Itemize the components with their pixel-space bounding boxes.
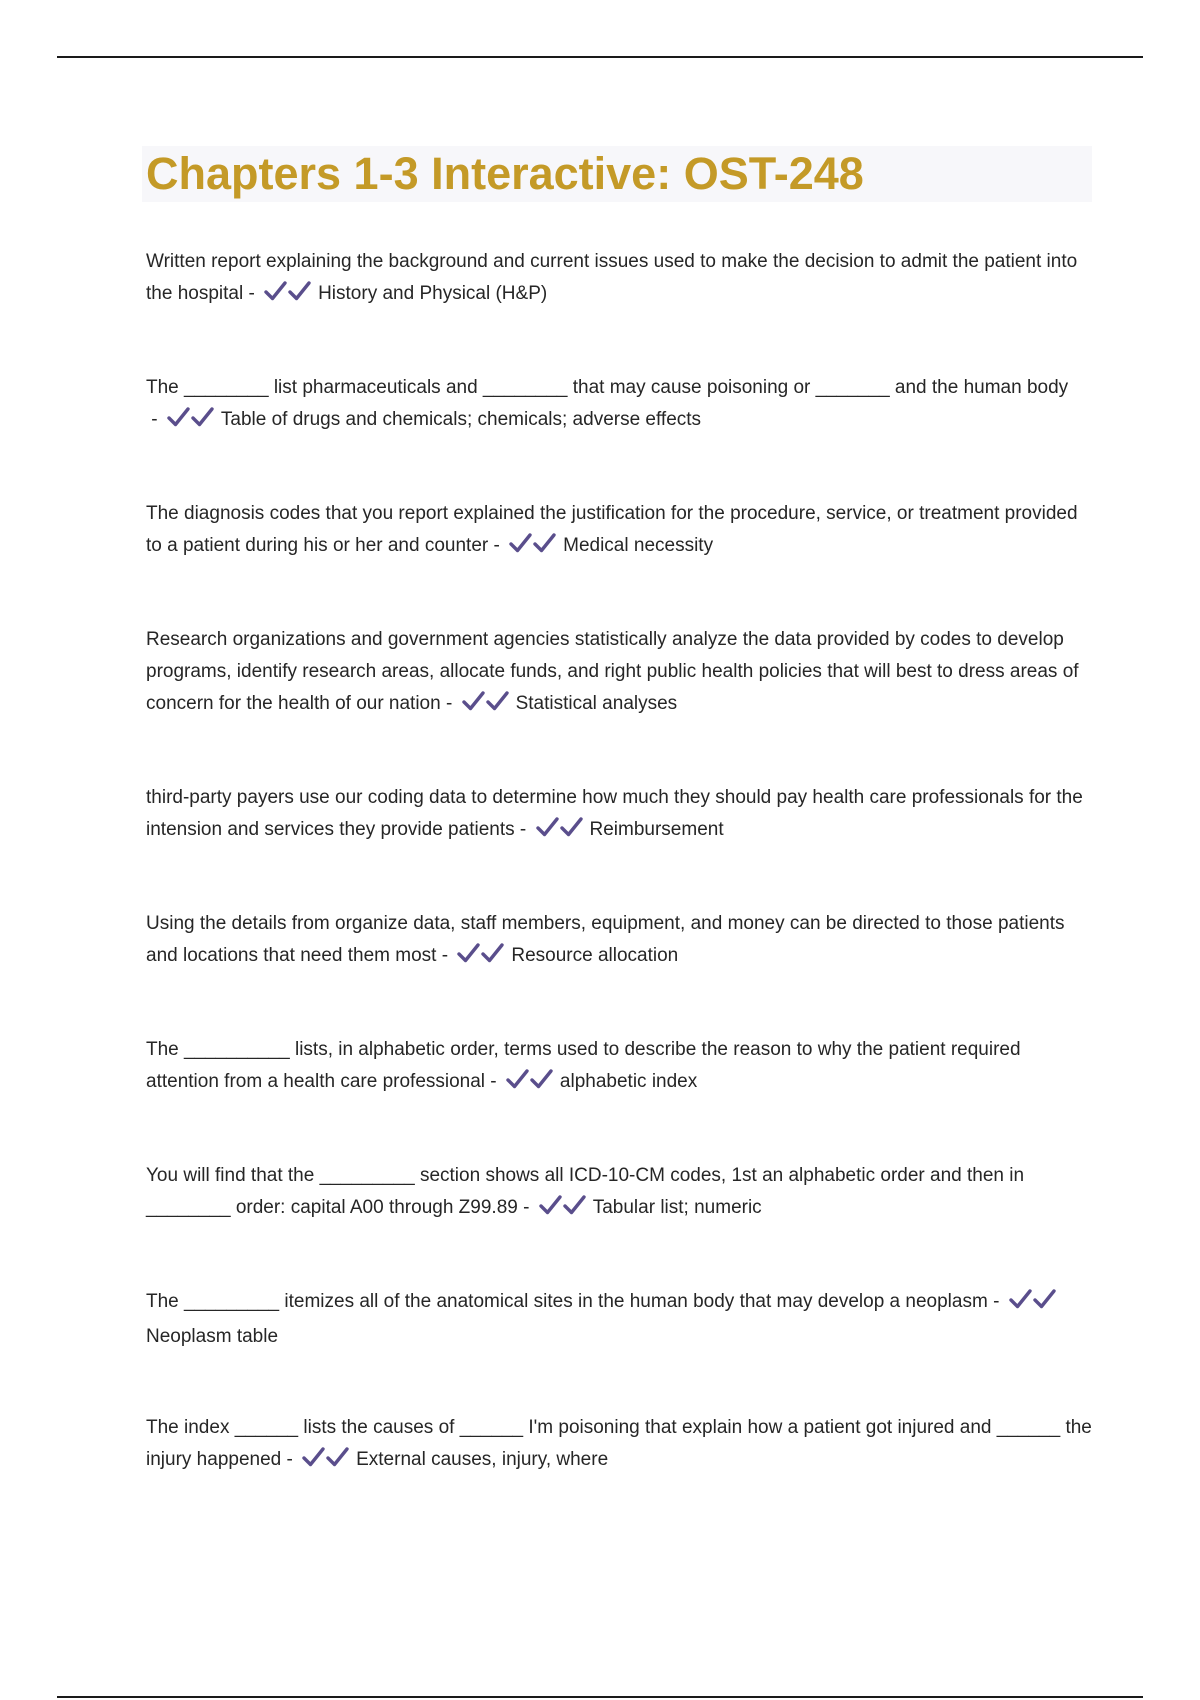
card-separator: - — [514, 819, 532, 840]
card-question: The ________ list pharmaceuticals and ________ that may cause poisoning or _______ and the human body — [146, 377, 1069, 398]
check-icon — [167, 406, 191, 428]
flashcard — [146, 498, 1092, 565]
check-icon — [462, 690, 486, 712]
card-answer: Neoplasm table — [146, 1326, 279, 1347]
check-icon — [191, 406, 215, 428]
check-icon — [486, 690, 510, 712]
card-answer: Statistical analyses — [515, 693, 678, 714]
card-answer: Resource allocation — [511, 945, 679, 966]
card-question: The diagnosis codes that you report explained the justification for the procedure, service, or treatment provided to a patient during his or her and counter — [146, 503, 1078, 556]
card-separator: - — [436, 945, 454, 966]
check-icon — [302, 1446, 326, 1468]
check-icon — [530, 1068, 554, 1090]
double-check-icon — [536, 816, 584, 849]
header-rule — [57, 56, 1143, 58]
card-separator: - — [281, 1449, 299, 1470]
double-check-icon — [264, 280, 312, 313]
flashcard — [146, 624, 1092, 723]
footer-rule — [57, 1696, 1143, 1698]
double-check-icon — [1009, 1288, 1057, 1321]
check-icon — [481, 942, 505, 964]
card-answer: alphabetic index — [559, 1071, 698, 1092]
card-separator: - — [485, 1071, 502, 1092]
check-icon — [539, 1194, 563, 1216]
card-question: third-party payers use our coding data to determine how much they should pay health care professionals for the intension and services they provide patients — [146, 787, 1083, 840]
check-icon — [560, 816, 584, 838]
card-question: The index ______ lists the causes of ______ I'm poisoning that explain how a patient got injured and ______ the injury happened — [146, 1417, 1092, 1470]
flashcard — [146, 1412, 1092, 1479]
flashcard — [146, 1286, 1092, 1353]
flashcard — [146, 372, 1092, 439]
card-question: Written report explaining the background and current issues used to make the decision to admit the patient into the hospital — [146, 251, 1078, 304]
card-separator: - — [987, 1291, 1005, 1312]
check-icon — [288, 280, 312, 302]
check-icon — [1009, 1288, 1033, 1310]
check-icon — [457, 942, 481, 964]
card-separator: - — [440, 693, 458, 714]
double-check-icon — [539, 1194, 587, 1227]
flashcard — [146, 1160, 1092, 1227]
double-check-icon — [506, 1068, 554, 1101]
check-icon — [326, 1446, 350, 1468]
double-check-icon — [302, 1446, 350, 1479]
card-answer: History and Physical (H&P) — [318, 283, 548, 304]
flashcard-list — [146, 246, 1092, 1479]
flashcard — [146, 246, 1092, 313]
card-question: Using the details from organize data, staff members, equipment, and money can be directed to those patients and locations that need them most — [146, 913, 1065, 966]
double-check-icon — [167, 406, 215, 439]
card-answer: Medical necessity — [563, 535, 714, 556]
card-question: The __________ lists, in alphabetic order, terms used to describe the reason to why the patient required attention from a health care professional — [146, 1039, 1021, 1092]
card-separator: - — [146, 409, 163, 430]
check-icon — [533, 532, 557, 554]
card-question: The _________ itemizes all of the anatomical sites in the human body that may develop a neoplasm — [146, 1291, 988, 1312]
card-separator: - — [243, 283, 261, 304]
card-answer: External causes, injury, where — [356, 1449, 609, 1470]
card-answer: Tabular list; numeric — [592, 1197, 762, 1218]
check-icon — [1033, 1288, 1057, 1310]
card-answer: Reimbursement — [589, 819, 724, 840]
flashcard — [146, 782, 1092, 849]
double-check-icon — [462, 690, 510, 723]
check-icon — [264, 280, 288, 302]
card-question: Research organizations and government agencies statistically analyze the data provided by codes to develop programs, identify research areas, allocate funds, and right public health policies that will best to dress areas of concern for the health of our nation — [146, 629, 1079, 714]
flashcard — [146, 1034, 1092, 1101]
document-title: Chapters 1-3 Interactive: OST-248 — [146, 148, 864, 199]
card-answer: Table of drugs and chemicals; chemicals; adverse effects — [220, 409, 702, 430]
check-icon — [509, 532, 533, 554]
card-separator: - — [488, 535, 506, 556]
check-icon — [563, 1194, 587, 1216]
double-check-icon — [457, 942, 505, 975]
double-check-icon — [509, 532, 557, 565]
flashcard — [146, 908, 1092, 975]
check-icon — [536, 816, 560, 838]
card-question: You will find that the _________ section shows all ICD-10-CM codes, 1st an alphabetic order and then in ________ order: capital A00 through Z99.89 — [146, 1165, 1025, 1218]
check-icon — [506, 1068, 530, 1090]
card-separator: - — [517, 1197, 535, 1218]
